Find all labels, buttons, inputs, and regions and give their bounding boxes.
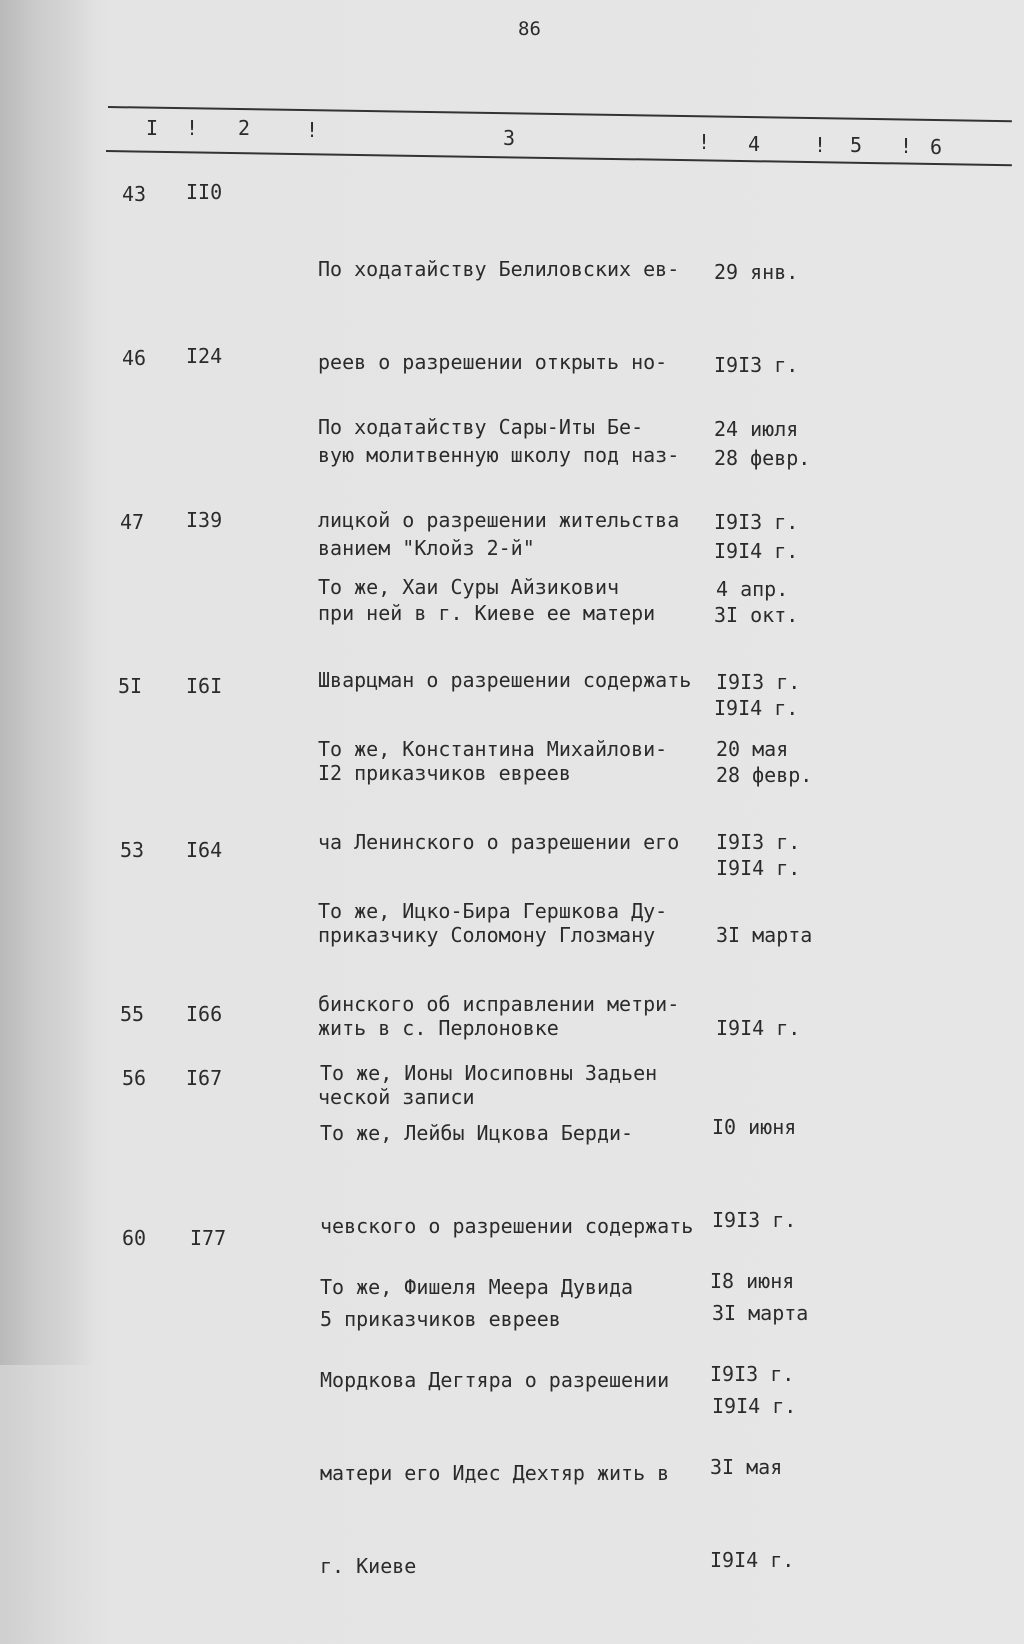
entry-reference: I6I xyxy=(186,674,223,698)
entry-description: То же, Константина Михайлови- ча Ленинского о разрешении его приказчику Соломону Глозману жить в с. Перлоновке xyxy=(318,737,680,1040)
header-mark: ! xyxy=(900,134,913,158)
entry-dates: 20 мая I9I3 г. 3I марта I9I4 г. xyxy=(716,737,813,1040)
header-mark: 2 xyxy=(238,116,251,140)
entry-number: 5I xyxy=(118,674,143,698)
header-mark: 6 xyxy=(930,135,943,159)
header-mark: ! xyxy=(698,130,711,154)
header-mark: ! xyxy=(186,116,199,140)
entry-reference: I66 xyxy=(186,1002,223,1026)
entry-number: 46 xyxy=(122,346,147,370)
entry-description: По ходатайству Сары-Иты Бе- лицкой о разрешении жительства при ней в г. Киеве ее матери xyxy=(318,415,680,625)
entry-dates: I0 июня I9I3 г. 3I марта I9I4 г. xyxy=(712,1115,809,1418)
header-mark: I xyxy=(146,116,159,140)
entry-reference: I39 xyxy=(186,508,223,532)
entry-description: То же, Лейбы Ицкова Берди- чевского о разрешении содержать 5 приказчиков евреев xyxy=(320,1121,694,1331)
header-mark: ! xyxy=(814,133,827,157)
table-header-bottom-rule xyxy=(106,150,1012,166)
entry-dates: 4 апр. I9I3 г. 28 февр. I9I4 г. xyxy=(716,577,813,880)
entry-description: То же, Фишеля Меера Дувида Мордкова Дегтяра о разрешении матери его Идес Дехтяр жить в г. Киеве xyxy=(320,1275,670,1578)
entry-dates: 29 янв. I9I3 г. 28 февр. I9I4 г. xyxy=(714,260,811,563)
entry-dates: 24 июля I9I3 г. 3I окт. I9I4 г. xyxy=(714,417,799,720)
header-mark: 5 xyxy=(850,133,863,157)
entry-description: По ходатайству Белиловских ев- реев о разрешении открыть но- вую молитвенную школу под наз- ванием "Клойз 2-й" xyxy=(318,257,680,560)
page-number: 86 xyxy=(518,18,541,40)
entry-number: 43 xyxy=(122,182,147,206)
entry-description: То же, Хаи Суры Айзикович Шварцман о разрешении содержать I2 приказчиков евреев xyxy=(318,575,692,785)
entry-reference: I67 xyxy=(186,1066,223,1090)
header-mark: ! xyxy=(306,118,319,142)
entry-reference: I64 xyxy=(186,838,223,862)
entry-number: 55 xyxy=(120,1002,145,1026)
page-gutter-shadow xyxy=(0,0,95,1365)
entry-description: То же, Ицко-Бира Гершкова Ду- бинского об исправлении метри- ческой записи xyxy=(318,899,680,1109)
entry-reference: II0 xyxy=(186,180,223,204)
entry-number: 53 xyxy=(120,838,145,862)
entry-reference: I77 xyxy=(190,1226,227,1250)
entry-description: То же, Ионы Иосиповны Задьен xyxy=(320,1061,658,1085)
entry-number: 60 xyxy=(122,1226,147,1250)
entry-number: 47 xyxy=(120,510,145,534)
header-mark: 4 xyxy=(748,132,761,156)
entry-reference: I24 xyxy=(186,344,223,368)
header-mark: 3 xyxy=(503,126,516,150)
entry-dates: I8 июня I9I3 г. 3I мая I9I4 г. xyxy=(710,1269,795,1572)
entry-number: 56 xyxy=(122,1066,147,1090)
